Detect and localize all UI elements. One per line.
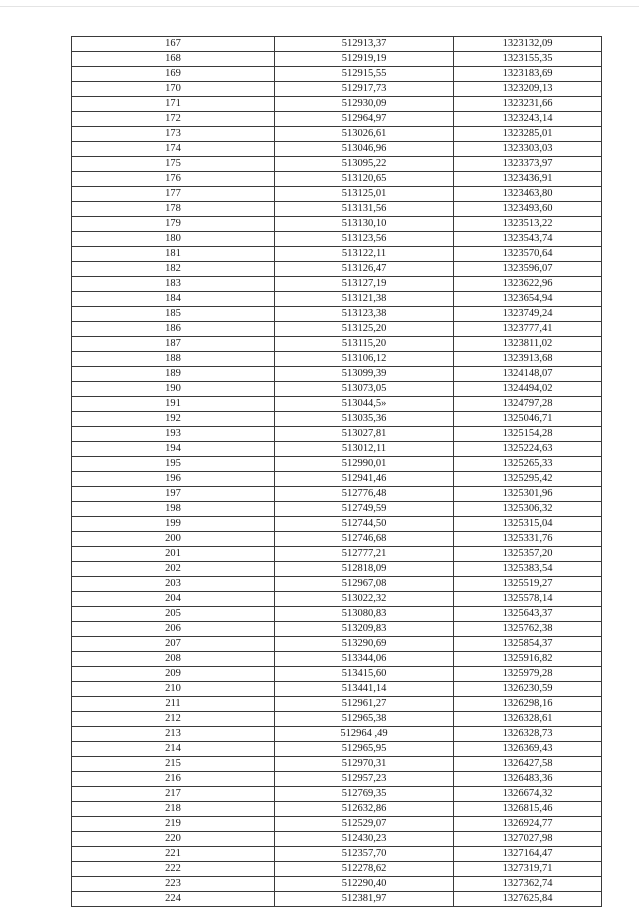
point-number-cell: 200 <box>72 532 275 547</box>
y-coordinate-cell: 1325854,37 <box>454 637 602 652</box>
y-coordinate-cell: 1324494,02 <box>454 382 602 397</box>
table-row <box>72 397 602 412</box>
table-row <box>72 517 602 532</box>
table-row <box>72 607 602 622</box>
y-coordinate-cell: 1326230,59 <box>454 682 602 697</box>
x-coordinate-cell: 512965,38 <box>275 712 454 727</box>
table-row <box>72 817 602 832</box>
y-coordinate-cell: 1323285,01 <box>454 127 602 142</box>
x-coordinate-cell: 513035,36 <box>275 412 454 427</box>
x-coordinate-cell: 513095,22 <box>275 157 454 172</box>
y-coordinate-cell: 1326328,73 <box>454 727 602 742</box>
x-coordinate-cell: 513046,96 <box>275 142 454 157</box>
x-coordinate-cell: 512290,40 <box>275 877 454 892</box>
x-coordinate-cell: 513209,83 <box>275 622 454 637</box>
table-row <box>72 457 602 472</box>
x-coordinate-cell: 512529,07 <box>275 817 454 832</box>
x-coordinate-cell: 512746,68 <box>275 532 454 547</box>
x-coordinate-cell: 512990,01 <box>275 457 454 472</box>
x-coordinate-cell: 513122,11 <box>275 247 454 262</box>
point-number-cell: 206 <box>72 622 275 637</box>
table-row <box>72 172 602 187</box>
y-coordinate-cell: 1323913,68 <box>454 352 602 367</box>
x-coordinate-cell: 512919,19 <box>275 52 454 67</box>
table-row <box>72 277 602 292</box>
table-row <box>72 697 602 712</box>
table-row <box>72 412 602 427</box>
x-coordinate-cell: 512915,55 <box>275 67 454 82</box>
table-row <box>72 187 602 202</box>
x-coordinate-cell: 513123,56 <box>275 232 454 247</box>
x-coordinate-cell: 512777,21 <box>275 547 454 562</box>
point-number-cell: 202 <box>72 562 275 577</box>
y-coordinate-cell: 1323436,91 <box>454 172 602 187</box>
table-row <box>72 877 602 892</box>
table-row <box>72 787 602 802</box>
point-number-cell: 205 <box>72 607 275 622</box>
point-number-cell: 199 <box>72 517 275 532</box>
x-coordinate-cell: 513131,56 <box>275 202 454 217</box>
y-coordinate-cell: 1325578,14 <box>454 592 602 607</box>
x-coordinate-cell: 513027,81 <box>275 427 454 442</box>
point-number-cell: 208 <box>72 652 275 667</box>
x-coordinate-cell: 512913,37 <box>275 37 454 52</box>
x-coordinate-cell: 513125,20 <box>275 322 454 337</box>
y-coordinate-cell: 1325762,38 <box>454 622 602 637</box>
y-coordinate-cell: 1326815,46 <box>454 802 602 817</box>
y-coordinate-cell: 1326674,32 <box>454 787 602 802</box>
table-row <box>72 682 602 697</box>
y-coordinate-cell: 1327164,47 <box>454 847 602 862</box>
table-row <box>72 112 602 127</box>
y-coordinate-cell: 1324148,07 <box>454 367 602 382</box>
x-coordinate-cell: 513080,83 <box>275 607 454 622</box>
y-coordinate-cell: 1325154,28 <box>454 427 602 442</box>
table-row <box>72 202 602 217</box>
point-number-cell: 171 <box>72 97 275 112</box>
table-row <box>72 307 602 322</box>
y-coordinate-cell: 1323811,02 <box>454 337 602 352</box>
table-row <box>72 442 602 457</box>
x-coordinate-cell: 512381,97 <box>275 892 454 907</box>
x-coordinate-cell: 513415,60 <box>275 667 454 682</box>
x-coordinate-cell: 512278,62 <box>275 862 454 877</box>
table-row <box>72 262 602 277</box>
table-row <box>72 802 602 817</box>
point-number-cell: 201 <box>72 547 275 562</box>
x-coordinate-cell: 513130,10 <box>275 217 454 232</box>
point-number-cell: 176 <box>72 172 275 187</box>
point-number-cell: 190 <box>72 382 275 397</box>
point-number-cell: 173 <box>72 127 275 142</box>
point-number-cell: 185 <box>72 307 275 322</box>
x-coordinate-cell: 513290,69 <box>275 637 454 652</box>
point-number-cell: 221 <box>72 847 275 862</box>
y-coordinate-cell: 1323596,07 <box>454 262 602 277</box>
x-coordinate-cell: 513121,38 <box>275 292 454 307</box>
table-row <box>72 142 602 157</box>
point-number-cell: 195 <box>72 457 275 472</box>
x-coordinate-cell: 512930,09 <box>275 97 454 112</box>
table-row <box>72 97 602 112</box>
point-number-cell: 218 <box>72 802 275 817</box>
x-coordinate-cell: 512632,86 <box>275 802 454 817</box>
x-coordinate-cell: 512769,35 <box>275 787 454 802</box>
table-row <box>72 892 602 907</box>
point-number-cell: 217 <box>72 787 275 802</box>
y-coordinate-cell: 1323777,41 <box>454 322 602 337</box>
x-coordinate-cell: 513123,38 <box>275 307 454 322</box>
point-number-cell: 182 <box>72 262 275 277</box>
y-coordinate-cell: 1323243,14 <box>454 112 602 127</box>
x-coordinate-cell: 512964 ,49 <box>275 727 454 742</box>
x-coordinate-cell: 513115,20 <box>275 337 454 352</box>
table-row <box>72 832 602 847</box>
x-coordinate-cell: 512430,23 <box>275 832 454 847</box>
table-row <box>72 637 602 652</box>
y-coordinate-cell: 1325265,33 <box>454 457 602 472</box>
y-coordinate-cell: 1327319,71 <box>454 862 602 877</box>
y-coordinate-cell: 1323209,13 <box>454 82 602 97</box>
table-row <box>72 562 602 577</box>
point-number-cell: 193 <box>72 427 275 442</box>
point-number-cell: 210 <box>72 682 275 697</box>
y-coordinate-cell: 1324797,28 <box>454 397 602 412</box>
y-coordinate-cell: 1323513,22 <box>454 217 602 232</box>
table-row <box>72 472 602 487</box>
y-coordinate-cell: 1325306,32 <box>454 502 602 517</box>
x-coordinate-cell: 512967,08 <box>275 577 454 592</box>
y-coordinate-cell: 1325979,28 <box>454 667 602 682</box>
table-row <box>72 772 602 787</box>
y-coordinate-cell: 1323622,96 <box>454 277 602 292</box>
point-number-cell: 186 <box>72 322 275 337</box>
x-coordinate-cell: 513073,05 <box>275 382 454 397</box>
table-row <box>72 127 602 142</box>
y-coordinate-cell: 1323183,69 <box>454 67 602 82</box>
x-coordinate-cell: 512957,23 <box>275 772 454 787</box>
y-coordinate-cell: 1325357,20 <box>454 547 602 562</box>
table-row <box>72 652 602 667</box>
x-coordinate-cell: 512776,48 <box>275 487 454 502</box>
point-number-cell: 189 <box>72 367 275 382</box>
y-coordinate-cell: 1326298,16 <box>454 697 602 712</box>
point-number-cell: 175 <box>72 157 275 172</box>
table-row <box>72 547 602 562</box>
y-coordinate-cell: 1325046,71 <box>454 412 602 427</box>
x-coordinate-cell: 513106,12 <box>275 352 454 367</box>
y-coordinate-cell: 1326328,61 <box>454 712 602 727</box>
point-number-cell: 183 <box>72 277 275 292</box>
point-number-cell: 216 <box>72 772 275 787</box>
point-number-cell: 215 <box>72 757 275 772</box>
x-coordinate-cell: 513044,5» <box>275 397 454 412</box>
point-number-cell: 170 <box>72 82 275 97</box>
coordinates-table <box>71 36 602 907</box>
y-coordinate-cell: 1326924,77 <box>454 817 602 832</box>
point-number-cell: 224 <box>72 892 275 907</box>
x-coordinate-cell: 512357,70 <box>275 847 454 862</box>
y-coordinate-cell: 1325519,27 <box>454 577 602 592</box>
x-coordinate-cell: 513120,65 <box>275 172 454 187</box>
point-number-cell: 181 <box>72 247 275 262</box>
table-row <box>72 52 602 67</box>
table-row <box>72 157 602 172</box>
table-row <box>72 352 602 367</box>
point-number-cell: 207 <box>72 637 275 652</box>
point-number-cell: 203 <box>72 577 275 592</box>
table-row <box>72 847 602 862</box>
x-coordinate-cell: 512965,95 <box>275 742 454 757</box>
y-coordinate-cell: 1325301,96 <box>454 487 602 502</box>
x-coordinate-cell: 513026,61 <box>275 127 454 142</box>
y-coordinate-cell: 1325315,04 <box>454 517 602 532</box>
x-coordinate-cell: 513099,39 <box>275 367 454 382</box>
x-coordinate-cell: 512961,27 <box>275 697 454 712</box>
x-coordinate-cell: 513441,14 <box>275 682 454 697</box>
point-number-cell: 187 <box>72 337 275 352</box>
table-row <box>72 232 602 247</box>
table-row <box>72 367 602 382</box>
point-number-cell: 219 <box>72 817 275 832</box>
y-coordinate-cell: 1327027,98 <box>454 832 602 847</box>
x-coordinate-cell: 513127,19 <box>275 277 454 292</box>
point-number-cell: 178 <box>72 202 275 217</box>
point-number-cell: 196 <box>72 472 275 487</box>
y-coordinate-cell: 1323231,66 <box>454 97 602 112</box>
table-row <box>72 382 602 397</box>
point-number-cell: 212 <box>72 712 275 727</box>
table-row <box>72 82 602 97</box>
table-row <box>72 427 602 442</box>
point-number-cell: 174 <box>72 142 275 157</box>
point-number-cell: 198 <box>72 502 275 517</box>
table-row <box>72 667 602 682</box>
point-number-cell: 172 <box>72 112 275 127</box>
y-coordinate-cell: 1327362,74 <box>454 877 602 892</box>
y-coordinate-cell: 1323570,64 <box>454 247 602 262</box>
y-coordinate-cell: 1327625,84 <box>454 892 602 907</box>
point-number-cell: 204 <box>72 592 275 607</box>
table-row <box>72 622 602 637</box>
y-coordinate-cell: 1323749,24 <box>454 307 602 322</box>
point-number-cell: 179 <box>72 217 275 232</box>
table-row <box>72 487 602 502</box>
point-number-cell: 211 <box>72 697 275 712</box>
table-row <box>72 727 602 742</box>
x-coordinate-cell: 512964,97 <box>275 112 454 127</box>
y-coordinate-cell: 1323543,74 <box>454 232 602 247</box>
table-row <box>72 712 602 727</box>
point-number-cell: 209 <box>72 667 275 682</box>
table-row <box>72 757 602 772</box>
x-coordinate-cell: 512818,09 <box>275 562 454 577</box>
point-number-cell: 191 <box>72 397 275 412</box>
table-row <box>72 577 602 592</box>
y-coordinate-cell: 1323132,09 <box>454 37 602 52</box>
y-coordinate-cell: 1323493,60 <box>454 202 602 217</box>
point-number-cell: 177 <box>72 187 275 202</box>
point-number-cell: 220 <box>72 832 275 847</box>
point-number-cell: 222 <box>72 862 275 877</box>
y-coordinate-cell: 1326427,58 <box>454 757 602 772</box>
table-row <box>72 592 602 607</box>
y-coordinate-cell: 1323654,94 <box>454 292 602 307</box>
y-coordinate-cell: 1325643,37 <box>454 607 602 622</box>
table-row <box>72 67 602 82</box>
point-number-cell: 167 <box>72 37 275 52</box>
x-coordinate-cell: 513012,11 <box>275 442 454 457</box>
point-number-cell: 194 <box>72 442 275 457</box>
y-coordinate-cell: 1325916,82 <box>454 652 602 667</box>
point-number-cell: 180 <box>72 232 275 247</box>
x-coordinate-cell: 512970,31 <box>275 757 454 772</box>
point-number-cell: 169 <box>72 67 275 82</box>
scan-edge-line <box>0 6 639 7</box>
x-coordinate-cell: 513022,32 <box>275 592 454 607</box>
x-coordinate-cell: 512749,59 <box>275 502 454 517</box>
x-coordinate-cell: 513344,06 <box>275 652 454 667</box>
point-number-cell: 184 <box>72 292 275 307</box>
x-coordinate-cell: 513126,47 <box>275 262 454 277</box>
table-row <box>72 532 602 547</box>
point-number-cell: 168 <box>72 52 275 67</box>
y-coordinate-cell: 1323373,97 <box>454 157 602 172</box>
point-number-cell: 192 <box>72 412 275 427</box>
point-number-cell: 188 <box>72 352 275 367</box>
x-coordinate-cell: 512917,73 <box>275 82 454 97</box>
table-row <box>72 322 602 337</box>
y-coordinate-cell: 1325331,76 <box>454 532 602 547</box>
table-row <box>72 217 602 232</box>
y-coordinate-cell: 1325224,63 <box>454 442 602 457</box>
x-coordinate-cell: 513125,01 <box>275 187 454 202</box>
y-coordinate-cell: 1326369,43 <box>454 742 602 757</box>
point-number-cell: 214 <box>72 742 275 757</box>
table-row <box>72 247 602 262</box>
coordinates-table-body <box>72 37 602 907</box>
y-coordinate-cell: 1323303,03 <box>454 142 602 157</box>
y-coordinate-cell: 1323463,80 <box>454 187 602 202</box>
table-row <box>72 37 602 52</box>
point-number-cell: 213 <box>72 727 275 742</box>
x-coordinate-cell: 512744,50 <box>275 517 454 532</box>
table-row <box>72 502 602 517</box>
y-coordinate-cell: 1325295,42 <box>454 472 602 487</box>
table-row <box>72 742 602 757</box>
y-coordinate-cell: 1326483,36 <box>454 772 602 787</box>
table-row <box>72 292 602 307</box>
y-coordinate-cell: 1323155,35 <box>454 52 602 67</box>
point-number-cell: 197 <box>72 487 275 502</box>
table-row <box>72 337 602 352</box>
table-row <box>72 862 602 877</box>
x-coordinate-cell: 512941,46 <box>275 472 454 487</box>
y-coordinate-cell: 1325383,54 <box>454 562 602 577</box>
point-number-cell: 223 <box>72 877 275 892</box>
